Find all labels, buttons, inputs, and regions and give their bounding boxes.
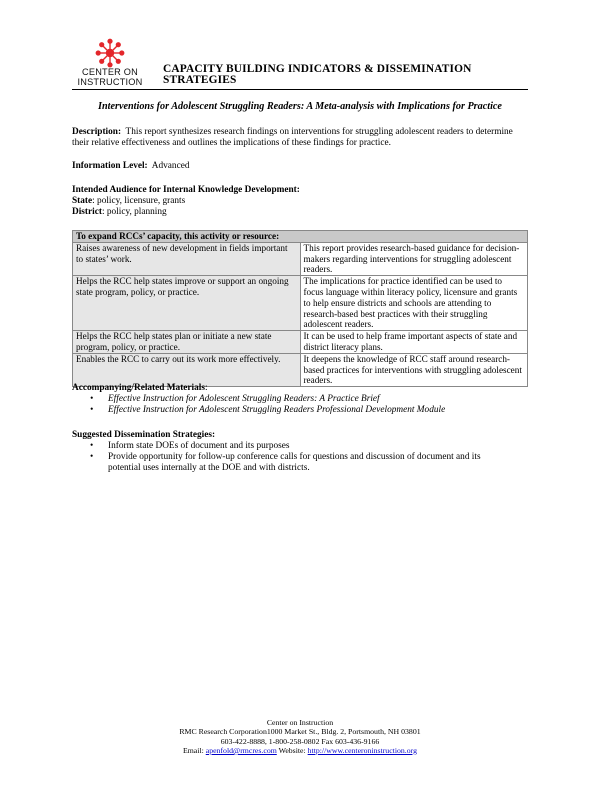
table-cell-indicator: Helps the RCC help states plan or initiate a new state program, policy, or practice. — [73, 331, 301, 354]
table-row — [73, 242, 528, 275]
capacity-table-header: To expand RCCs’ capacity, this activity or resource: — [73, 231, 528, 243]
table-cell-detail: It deepens the knowledge of RCC staff around research-based practices for interventions with struggling adolescent readers. — [300, 353, 528, 386]
table-cell-detail: The implications for practice identified can be used to focus language within literacy policy, licensure and grants to help ensure districts and schools are attending to research-based best practices with their struggling adolescent readers. — [300, 276, 528, 331]
strategies-section — [72, 430, 528, 474]
table-row — [73, 331, 528, 354]
list-item: • Inform state DOEs of document and its purposes — [108, 441, 510, 452]
footer-email-label: Email: — [182, 745, 206, 755]
table-cell-detail: It can be used to help frame important aspects of state and district literacy plans. — [300, 331, 528, 354]
strategies-list — [72, 441, 528, 474]
state-label: State — [72, 196, 93, 206]
strategies-heading: Suggested Dissemination Strategies: — [72, 430, 216, 440]
state-value: : policy, licensure, grants — [92, 196, 186, 206]
logo-line-1: CENTER ON — [82, 67, 138, 77]
information-level-section — [72, 161, 528, 172]
table-row — [73, 353, 528, 386]
table-row — [73, 276, 528, 331]
audience-district — [72, 207, 528, 218]
description-label: Description: — [72, 127, 122, 137]
footer-website-link[interactable]: http://www.centeroninstruction.org — [307, 745, 417, 755]
footer-email-link[interactable]: apenfold@rmcres.com — [205, 745, 277, 755]
footer-phone: 603-422-8888, 1-800-258-0802 Fax 603-436-9166 — [220, 736, 380, 746]
page-title: CAPACITY BUILDING INDICATORS & DISSEMINATION STRATEGIES — [163, 63, 472, 86]
table-cell-indicator: Raises awareness of new development in fields important to states’ work. — [73, 242, 301, 275]
header-divider — [72, 89, 528, 90]
audience-section — [72, 185, 528, 218]
footer-address: RMC Research Corporation1000 Market St., Bldg. 2, Portsmouth, NH 03801 — [179, 727, 421, 737]
materials-section: Accompanying/Related Materials: • Effective Instruction for Adolescent Struggling Readers: A Practice Brief • Effective Instruction for Adolescent Struggling Readers Professional Development Module — [72, 383, 528, 416]
footer-contact — [72, 746, 528, 755]
information-level-value: Advanced — [151, 161, 190, 171]
description-section — [72, 127, 528, 149]
table-cell-indicator: Helps the RCC help states improve or support an ongoing state program, policy, or practice. — [73, 276, 301, 331]
report-title: Interventions for Adolescent Struggling Readers: A Meta-analysis with Implications for Practice — [98, 101, 502, 112]
footer — [72, 718, 528, 755]
footer-org: Center on Instruction — [266, 718, 334, 727]
list-item: • Effective Instruction for Adolescent Struggling Readers Professional Development Module — [108, 405, 528, 416]
information-level-label: Information Level: — [72, 161, 148, 171]
footer-website-label: Website: — [276, 745, 308, 755]
table-cell-detail: This report provides research-based guidance for decision-makers regarding interventions for struggling adolescent readers. — [300, 242, 528, 275]
center-on-instruction-logo — [72, 38, 148, 90]
audience-state — [72, 196, 528, 207]
materials-heading: Accompanying/Related Materials — [72, 383, 205, 393]
capacity-table — [72, 230, 528, 387]
table-cell-indicator: Enables the RCC to carry out its work more effectively. — [73, 353, 301, 386]
logo-line-2: INSTRUCTION — [77, 76, 143, 87]
list-item: • Effective Instruction for Adolescent Struggling Readers: A Practice Brief — [108, 394, 528, 405]
list-item: • Provide opportunity for follow-up conference calls for questions and discussion of document and its potential uses internally at the DOE and with districts. — [108, 452, 510, 474]
district-value: : policy, planning — [101, 207, 167, 217]
district-label: District — [72, 207, 102, 217]
logo-star-icon — [95, 38, 125, 68]
materials-list — [72, 394, 528, 416]
description-text: This report synthesizes research findings on interventions for struggling adolescent readers to determine their relative effectiveness and outlines the implications of these findings for practice. — [72, 127, 513, 148]
audience-heading: Intended Audience for Internal Knowledge Development: — [72, 185, 300, 195]
